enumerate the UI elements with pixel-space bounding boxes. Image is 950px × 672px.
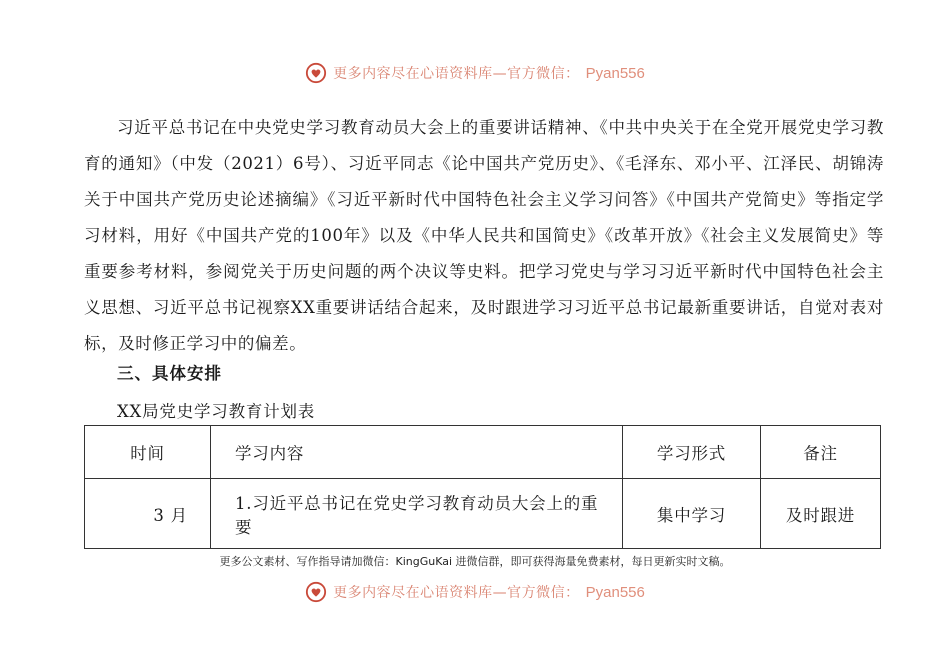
header-note: 备注 xyxy=(761,426,881,479)
header-time: 时间 xyxy=(85,426,211,479)
watermark-text: 更多内容尽在心语资料库—官方微信： xyxy=(333,66,580,82)
watermark-wechat-id: Pyan556 xyxy=(585,583,645,601)
table-row xyxy=(85,479,881,549)
study-plan-table xyxy=(84,425,881,549)
watermark-footer xyxy=(0,581,950,603)
heart-logo-icon xyxy=(305,62,327,84)
table-caption: XX局党史学习教育计划表 xyxy=(117,402,316,421)
section-heading: 三、具体安排 xyxy=(117,364,222,383)
header-content: 学习内容 xyxy=(211,426,623,479)
watermark-header xyxy=(0,62,950,84)
heart-logo-icon xyxy=(305,581,327,603)
body-text xyxy=(84,110,884,362)
watermark-wechat-id: Pyan556 xyxy=(585,64,645,82)
cell-time: 3 月 xyxy=(85,479,211,549)
body-paragraph: 习近平总书记在中央党史学习教育动员大会上的重要讲话精神、《中共中央关于在全党开展党史学习教育的通知》（中发（2021）6号）、习近平同志《论中国共产党历史》、《毛泽东、邓小平、江泽民、胡锦涛关于中国共产党历史论述摘编》《习近平新时代中国特色社会主义学习问答》《中国共产党简史》等指定学习材料，用好《中国共产党的100年》以及《中华人民共和国简史》《改革开放》《社会主义发展简史》等重要参考材料，参阅党关于历史问题的两个决议等史料。把学习党史与学习习近平新时代中国特色社会主义思想、习近平总书记视察XX重要讲话结合起来，及时跟进学习习近平总书记最新重要讲话，自觉对表对标，及时修正学习中的偏差。 xyxy=(84,118,884,353)
header-form: 学习形式 xyxy=(623,426,761,479)
footer-note: 更多公文素材、写作指导请加微信：KingGuKai 进微信群，即可获得海量免费素材，每日更新实时文稿。 xyxy=(219,555,731,568)
cell-content: 1.习近平总书记在党史学习教育动员大会上的重要 xyxy=(211,479,623,549)
table-header-row xyxy=(85,426,881,479)
cell-form: 集中学习 xyxy=(623,479,761,549)
cell-note: 及时跟进 xyxy=(761,479,881,549)
watermark-text: 更多内容尽在心语资料库—官方微信： xyxy=(333,585,580,601)
